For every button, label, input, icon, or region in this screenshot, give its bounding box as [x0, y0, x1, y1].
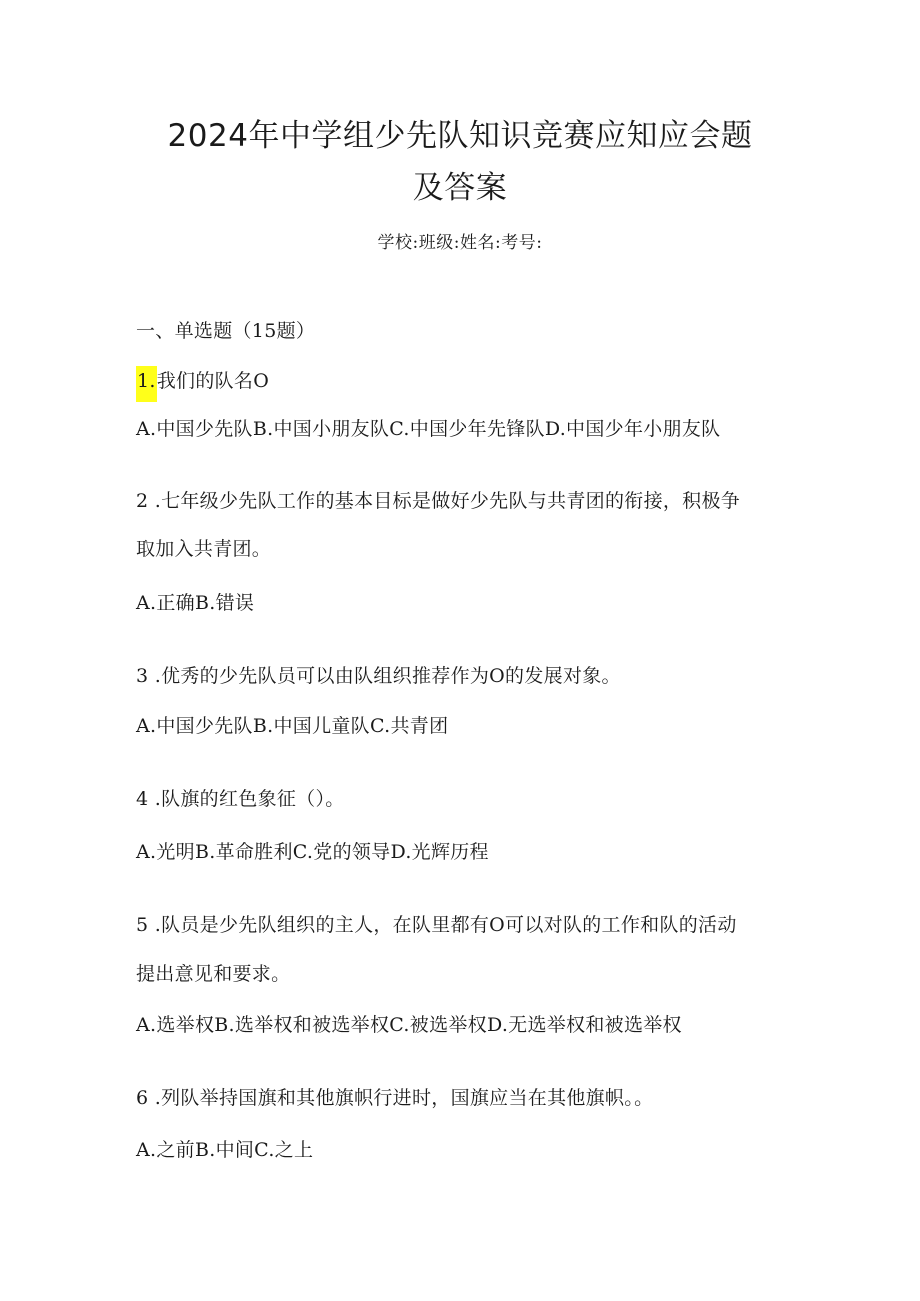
question-3-text: .优秀的少先队员可以由队组织推荐作为O的发展对象。 [148, 665, 621, 687]
question-4-stem [136, 786, 345, 812]
question-6-stem [136, 1085, 653, 1111]
question-6-text: .列队举持国旗和其他旗帜行进时，国旗应当在其他旗帜。。 [148, 1087, 654, 1109]
question-1-number: 1. [136, 366, 157, 402]
question-4-options: A.光明B.革命胜利C.党的领导D.光辉历程 [136, 841, 489, 863]
question-2-text-line-2: 取加入共青团。 [136, 538, 272, 560]
question-5-text-line-2: 提出意见和要求。 [136, 963, 291, 985]
question-6-number: 6 [136, 1087, 149, 1109]
question-1-stem [136, 366, 269, 402]
question-2-options: A.正确B.错误 [136, 592, 255, 614]
question-5-text-line-1: .队员是少先队组织的主人，在队里都有O可以对队的工作和队的活动 [148, 914, 737, 936]
question-6-options: A.之前B.中间C.之上 [136, 1139, 314, 1161]
document-title-line-2: 及答案 [412, 170, 508, 206]
question-5-stem [136, 912, 737, 938]
document-title [0, 110, 920, 214]
question-2-text-line-1: .七年级少先队工作的基本目标是做好少先队与共青团的衔接，积极争 [148, 490, 741, 512]
question-4-number: 4 [136, 788, 149, 810]
document-title-line-1: 2024年中学组少先队知识竞赛应知应会题 [167, 118, 753, 154]
question-3-stem [136, 663, 621, 689]
question-5-number: 5 [136, 914, 149, 936]
question-4-text: .队旗的红色象征（）。 [148, 788, 345, 810]
question-2-number: 2 [136, 490, 149, 512]
question-1-options: A.中国少先队B.中国小朋友队C.中国少年先锋队D.中国少年小朋友队 [136, 418, 721, 440]
section-heading: 一、单选题（15题） [136, 320, 316, 342]
student-info-line: 学校:班级:姓名:考号: [377, 233, 543, 253]
question-1-text: 我们的队名O [156, 370, 270, 392]
question-3-options: A.中国少先队B.中国儿童队C.共青团 [136, 715, 449, 737]
question-3-number: 3 [136, 665, 149, 687]
question-2-stem [136, 488, 740, 514]
question-5-options: A.选举权B.选举权和被选举权C.被选举权D.无选举权和被选举权 [136, 1014, 682, 1036]
